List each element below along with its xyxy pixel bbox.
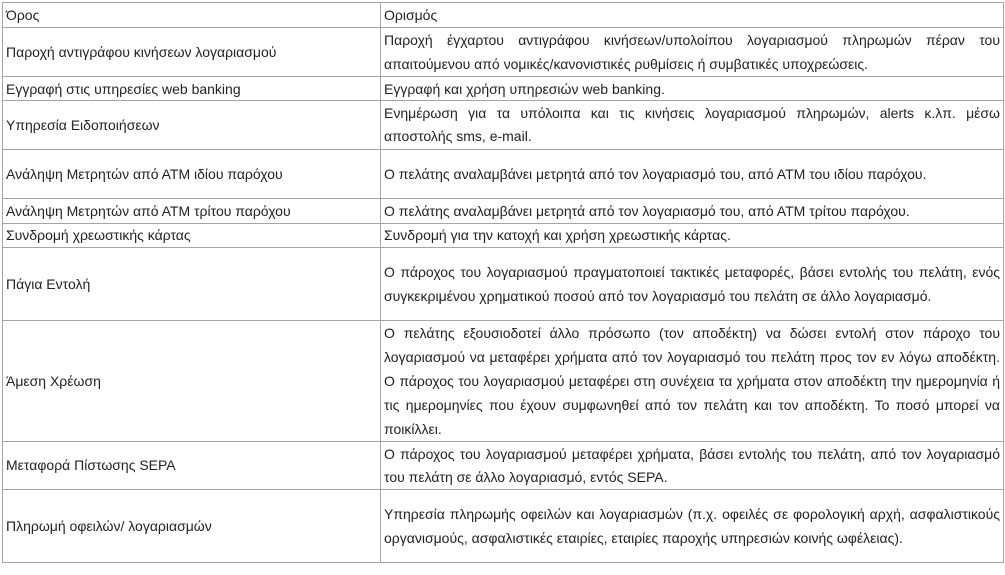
table-row: [3, 442, 1004, 490]
terms-table: [2, 2, 1004, 563]
definition-cell: Ο πελάτης αναλαμβάνει μετρητά από τον λογαριασμό του, από ΑΤΜ τρίτου παρόχου.: [381, 199, 1004, 224]
table-row: [3, 77, 1004, 101]
definition-cell: Ο πελάτης αναλαμβάνει μετρητά από τον λογαριασμό του, από ΑΤΜ του ιδίου παρόχου.: [381, 150, 1004, 199]
table-row: [3, 150, 1004, 199]
term-cell: Συνδρομή χρεωστικής κάρτας: [3, 224, 381, 248]
term-cell: Πάγια Εντολή: [3, 248, 381, 321]
definition-cell: Υπηρεσία πληρωμής οφειλών και λογαριασμών (π.χ. οφειλές σε φορολογική αρχή, ασφαλιστικούς οργανισμούς, ασφαλιστικές εταιρίες, εταιρίες παροχής υπηρεσιών κοινής ωφέλειας).: [381, 490, 1004, 563]
column-header-definition: Ορισμός: [381, 3, 1004, 28]
definition-cell: Ο πάροχος του λογαριασμού πραγματοποιεί τακτικές μεταφορές, βάσει εντολής του πελάτη, ενός συγκεκριμένου χρηματικού ποσού από τον λογαριασμό του πελάτη σε άλλο λογαριασμό.: [381, 248, 1004, 321]
term-cell: Παροχή αντιγράφου κινήσεων λογαριασμού: [3, 28, 381, 77]
table-row: [3, 321, 1004, 442]
term-cell: Ανάληψη Μετρητών από ΑΤΜ τρίτου παρόχου: [3, 199, 381, 224]
definition-cell: Ο πελάτης εξουσιοδοτεί άλλο πρόσωπο (τον αποδέκτη) να δώσει εντολή στον πάροχο του λογαριασμού να μεταφέρει χρήματα από τον λογαριασμό του πελάτη προς τον εν λόγω αποδέκτη. Ο πάροχος του λογαριασμού μεταφέρει στη συνέχεια τα χρήματα στον αποδέκτη την ημερομηνία ή τις ημερομηνίες που έχουν συμφωνηθεί από τον πελάτη και τον αποδέκτη. Το ποσό μπορεί να ποικίλλει.: [381, 321, 1004, 442]
table-row: [3, 490, 1004, 563]
term-cell: Μεταφορά Πίστωσης SEPA: [3, 442, 381, 490]
table-row: [3, 101, 1004, 150]
definition-cell: Συνδρομή για την κατοχή και χρήση χρεωστικής κάρτας.: [381, 224, 1004, 248]
term-cell: Πληρωμή οφειλών/ λογαριασμών: [3, 490, 381, 563]
definition-cell: Παροχή έγχαρτου αντιγράφου κινήσεων/υπολοίπου λογαριασμού πληρωμών πέραν του απαιτούμενου από νομικές/κανονιστικές ρυθμίσεις ή συμβατικές υποχρεώσεις.: [381, 28, 1004, 77]
table-header-row: [3, 3, 1004, 28]
column-header-term: Όρος: [3, 3, 381, 28]
definition-cell: Ενημέρωση για τα υπόλοιπα και τις κινήσεις λογαριασμού πληρωμών, alerts κ.λπ. μέσω αποστολής sms, e-mail.: [381, 101, 1004, 150]
definition-cell: Ο πάροχος του λογαριασμού μεταφέρει χρήματα, βάσει εντολής του πελάτη, από τον λογαριασμό του πελάτη σε άλλο λογαριασμό, εντός SEPA.: [381, 442, 1004, 490]
table-row: [3, 199, 1004, 224]
definition-cell: Εγγραφή και χρήση υπηρεσιών web banking.: [381, 77, 1004, 101]
term-cell: Άμεση Χρέωση: [3, 321, 381, 442]
term-cell: Υπηρεσία Ειδοποιήσεων: [3, 101, 381, 150]
table-row: [3, 248, 1004, 321]
table-row: [3, 28, 1004, 77]
term-cell: Εγγραφή στις υπηρεσίες web banking: [3, 77, 381, 101]
table-row: [3, 224, 1004, 248]
term-cell: Ανάληψη Μετρητών από ΑΤΜ ιδίου παρόχου: [3, 150, 381, 199]
